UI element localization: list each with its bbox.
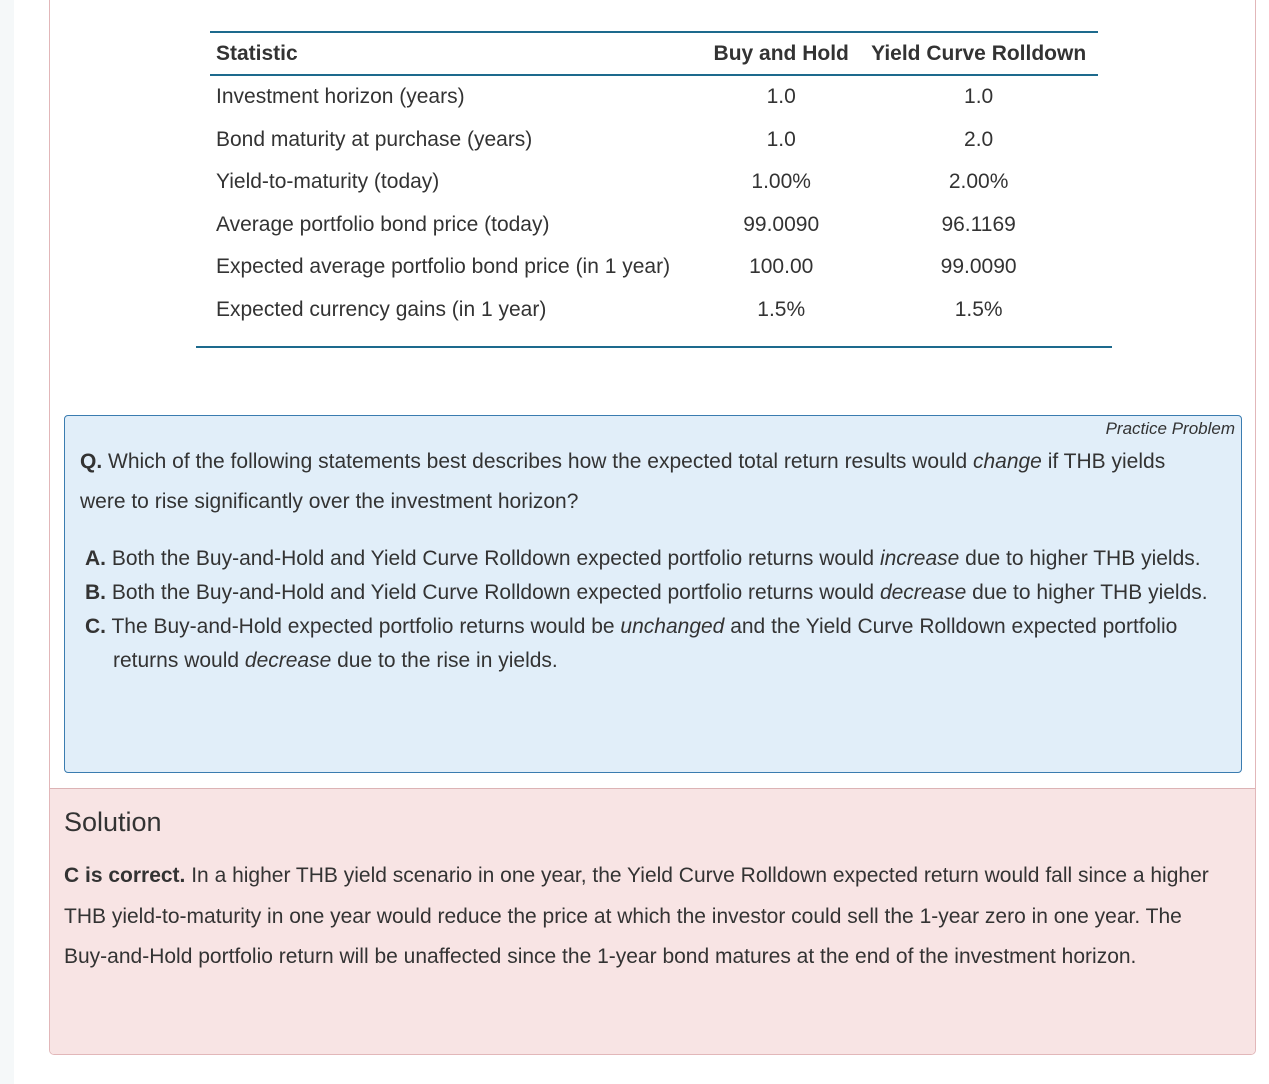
table-row <box>210 75 1098 119</box>
rolldown-value: 1.5% <box>954 297 1003 321</box>
option-b[interactable] <box>85 576 1225 610</box>
table-row <box>210 204 1098 247</box>
option-a[interactable] <box>85 542 1225 576</box>
header-statistic: Statistic <box>210 32 703 75</box>
buy-and-hold-value: 1.0 <box>766 85 796 109</box>
rolldown-value: 1.0 <box>964 85 994 109</box>
rolldown-value: 99.0090 <box>940 255 1017 279</box>
solution-body: In a higher THB yield scenario in one year, the Yield Curve Rolldown expected return would fall since a higher THB yield-to-maturity in one year would reduce the price at which the investor could sell the 1-year zero in one year. The Buy-and-Hold portfolio return will be unaffected since the 1-year bond matures at the end of the investment horizon. <box>64 864 1209 968</box>
option-text: The Buy-and-Hold expected portfolio returns would be <box>106 615 621 638</box>
question-label: Q. <box>80 450 103 473</box>
table-row <box>210 161 1098 204</box>
row-label: Bond maturity at purchase (years) <box>216 127 533 151</box>
buy-and-hold-value: 1.00% <box>751 170 811 194</box>
question-text <box>80 442 1210 522</box>
option-text: Both the Buy-and-Hold and Yield Curve Rolldown expected portfolio returns would <box>106 547 880 570</box>
solution-title: Solution <box>64 807 162 837</box>
table-row <box>210 246 1098 289</box>
left-gutter <box>0 0 14 1084</box>
option-text: due to the rise in yields. <box>331 649 558 672</box>
practice-problem-box <box>64 415 1242 773</box>
option-emphasis: unchanged <box>620 615 725 638</box>
question-emphasis: change <box>972 450 1042 473</box>
practice-problem-tag: Practice Problem <box>1105 419 1235 438</box>
option-letter: A. <box>85 547 106 570</box>
option-letter: B. <box>85 581 106 604</box>
option-letter: C. <box>85 615 106 638</box>
question-part: Which of the following statements best describes how the expected total return results would <box>102 450 973 473</box>
content-card <box>49 0 1256 1055</box>
option-text: and the Yield Curve Rolldown expected portfolio returns would <box>113 615 1178 672</box>
option-text: due to higher THB yields. <box>959 547 1201 570</box>
buy-and-hold-value: 100.00 <box>749 255 814 279</box>
solution-lead: C is correct. <box>64 864 186 887</box>
table-row <box>210 119 1098 162</box>
option-emphasis: decrease <box>879 581 967 604</box>
statistics-table <box>210 31 1098 331</box>
buy-and-hold-value: 1.5% <box>757 297 806 321</box>
rolldown-value: 2.00% <box>948 170 1009 194</box>
header-buy-and-hold: Buy and Hold <box>703 32 858 75</box>
row-label: Expected average portfolio bond price (in 1 year) <box>216 255 671 279</box>
row-label: Investment horizon (years) <box>216 85 465 109</box>
solution-text <box>64 856 1229 978</box>
question-part: if THB yields were to rise significantly over the investment horizon? <box>80 450 1166 513</box>
header-yield-curve-rolldown: Yield Curve Rolldown <box>858 32 1098 75</box>
option-emphasis: increase <box>879 547 960 570</box>
rolldown-value: 96.1169 <box>941 212 1016 236</box>
buy-and-hold-value: 99.0090 <box>743 212 820 236</box>
table-row <box>210 289 1098 332</box>
option-emphasis: decrease <box>244 649 332 672</box>
option-text: due to higher THB yields. <box>966 581 1208 604</box>
row-label: Average portfolio bond price (today) <box>216 212 550 236</box>
option-c[interactable] <box>85 610 1225 678</box>
option-text: Both the Buy-and-Hold and Yield Curve Rolldown expected portfolio returns would <box>106 581 880 604</box>
answer-options <box>85 542 1225 678</box>
row-label: Yield-to-maturity (today) <box>216 170 440 194</box>
row-label: Expected currency gains (in 1 year) <box>216 297 547 321</box>
rolldown-value: 2.0 <box>964 127 994 151</box>
buy-and-hold-value: 1.0 <box>766 127 796 151</box>
solution-panel <box>50 788 1255 1055</box>
table-header-row <box>210 32 1098 75</box>
table-bottom-rule <box>196 346 1112 348</box>
